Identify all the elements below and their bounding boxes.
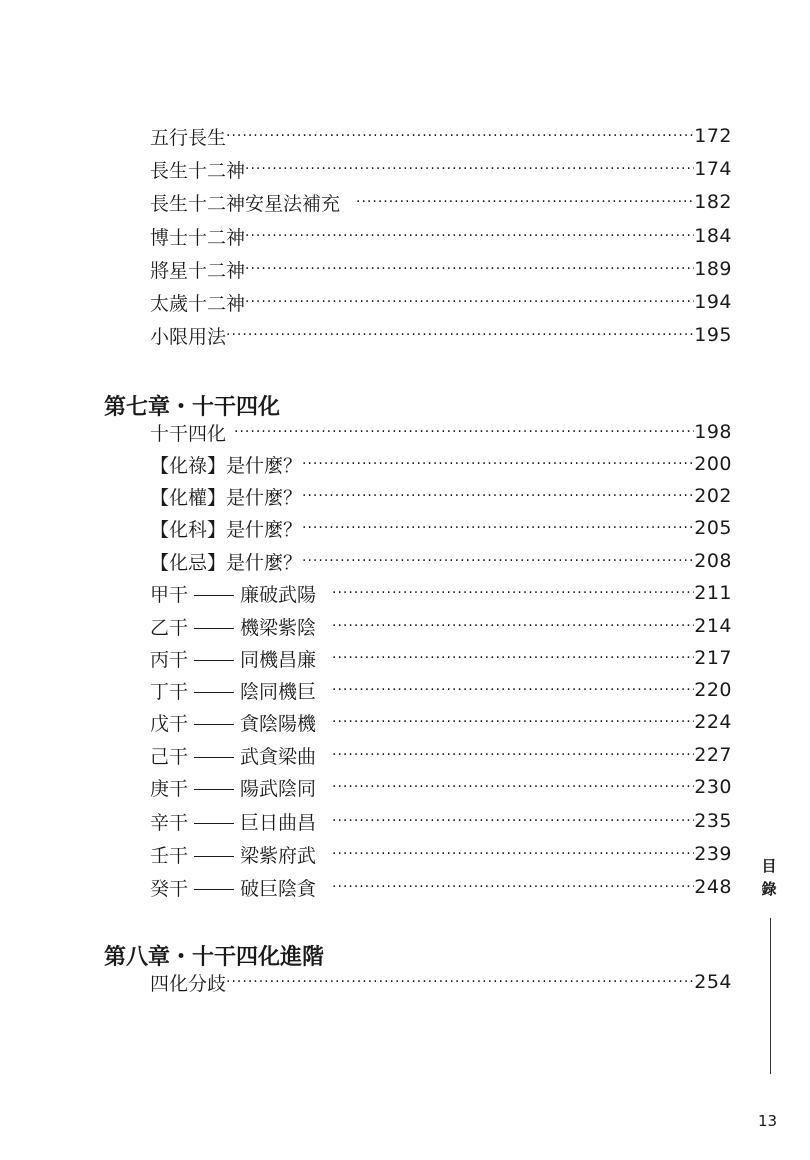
toc-entry[interactable] bbox=[150, 254, 732, 284]
toc-entry[interactable] bbox=[150, 806, 732, 836]
toc-entry-page: 174 bbox=[694, 158, 732, 180]
dot-leader bbox=[245, 221, 694, 251]
toc-entry-title: 小限用法 bbox=[150, 325, 227, 348]
toc-entry[interactable] bbox=[150, 320, 732, 350]
dot-leader bbox=[332, 872, 694, 902]
stars-label: 陽武陰同 bbox=[240, 777, 317, 800]
dot-leader bbox=[302, 481, 694, 511]
toc-entry-page: 195 bbox=[694, 324, 732, 346]
toc-entry-title: 【化權】是什麼？ bbox=[150, 486, 303, 509]
em-dash bbox=[194, 889, 234, 890]
margin-rule bbox=[770, 918, 771, 1074]
toc-entry-title bbox=[150, 874, 316, 901]
toc-entry-page: 184 bbox=[694, 225, 732, 247]
toc-entry-title bbox=[150, 841, 316, 868]
stars-label: 廉破武陽 bbox=[240, 583, 317, 606]
toc-entry-title: 將星十二神 bbox=[150, 259, 246, 282]
toc-entry[interactable] bbox=[150, 154, 732, 184]
stars-label: 機梁紫陰 bbox=[240, 616, 317, 639]
toc-entry[interactable] bbox=[150, 513, 732, 543]
toc-entry-title bbox=[150, 808, 316, 835]
em-dash bbox=[194, 692, 234, 693]
toc-entry-page: 189 bbox=[694, 258, 732, 280]
dot-leader bbox=[332, 839, 694, 869]
stars-label: 巨日曲昌 bbox=[240, 811, 317, 834]
stem-label: 壬干 bbox=[150, 844, 189, 867]
dot-leader bbox=[332, 611, 694, 641]
em-dash bbox=[194, 660, 234, 661]
dot-leader bbox=[332, 643, 694, 673]
stem-label: 甲干 bbox=[150, 583, 189, 606]
toc-entry-title: 四化分歧 bbox=[150, 972, 227, 995]
stars-label: 破巨陰貪 bbox=[240, 877, 317, 900]
dot-leader bbox=[302, 449, 694, 479]
stem-label: 庚干 bbox=[150, 777, 189, 800]
dot-leader bbox=[226, 320, 694, 350]
em-dash bbox=[194, 856, 234, 857]
dot-leader bbox=[332, 578, 694, 608]
toc-entry[interactable] bbox=[150, 707, 732, 737]
section-tab-char: 錄 bbox=[761, 880, 777, 898]
toc-entry[interactable] bbox=[150, 967, 732, 997]
em-dash bbox=[194, 757, 234, 758]
toc-entry[interactable] bbox=[150, 546, 732, 576]
section-tab-label bbox=[761, 855, 777, 901]
stars-label: 武貪梁曲 bbox=[240, 745, 317, 768]
toc-entry-page: 227 bbox=[694, 744, 732, 766]
dot-leader bbox=[226, 967, 694, 997]
toc-entry-page: 194 bbox=[694, 291, 732, 313]
toc-entry-page: 205 bbox=[694, 517, 732, 539]
toc-entry-page: 254 bbox=[694, 971, 732, 993]
toc-entry-page: 248 bbox=[694, 876, 732, 898]
toc-entry-page: 202 bbox=[694, 485, 732, 507]
em-dash bbox=[194, 628, 234, 629]
toc-entry-title bbox=[150, 613, 316, 640]
dot-leader bbox=[332, 772, 694, 802]
dot-leader bbox=[245, 254, 694, 284]
em-dash bbox=[194, 595, 234, 596]
toc-entry[interactable] bbox=[150, 417, 732, 447]
toc-entry-title bbox=[150, 774, 316, 801]
toc-entry-title: 【化忌】是什麼？ bbox=[150, 551, 303, 574]
dot-leader bbox=[332, 707, 694, 737]
dot-leader bbox=[302, 513, 694, 543]
toc-entry-page: 239 bbox=[694, 843, 732, 865]
dot-leader bbox=[332, 740, 694, 770]
toc-entry-title: 【化科】是什麼？ bbox=[150, 518, 303, 541]
toc-entry-page: 198 bbox=[694, 421, 732, 443]
toc-entry-page: 200 bbox=[694, 453, 732, 475]
page-number: 13 bbox=[758, 1112, 778, 1130]
toc-entry-title: 長生十二神 bbox=[150, 159, 246, 182]
toc-entry[interactable] bbox=[150, 221, 732, 251]
dot-leader bbox=[302, 546, 694, 576]
toc-entry-title: 太歲十二神 bbox=[150, 292, 246, 315]
stem-label: 癸干 bbox=[150, 877, 189, 900]
toc-entry[interactable] bbox=[150, 675, 732, 705]
dot-leader bbox=[332, 675, 694, 705]
stars-label: 同機昌廉 bbox=[240, 648, 317, 671]
toc-entry-title bbox=[150, 580, 316, 607]
stem-label: 乙干 bbox=[150, 616, 189, 639]
toc-entry-page: 230 bbox=[694, 776, 732, 798]
dot-leader bbox=[245, 287, 694, 317]
toc-entry-page: 208 bbox=[694, 550, 732, 572]
toc-entry-title: 長生十二神安星法補充 bbox=[150, 192, 341, 215]
toc-entry-page: 224 bbox=[694, 711, 732, 733]
toc-entry[interactable] bbox=[150, 872, 732, 902]
toc-entry-title bbox=[150, 677, 316, 704]
toc-entry-page: 172 bbox=[694, 125, 732, 147]
chapter-7-heading[interactable]: 第七章・十干四化 bbox=[104, 394, 281, 420]
toc-entry[interactable] bbox=[150, 481, 732, 511]
stem-label: 丙干 bbox=[150, 648, 189, 671]
toc-entry-page: 214 bbox=[694, 615, 732, 637]
toc-entry-page: 220 bbox=[694, 679, 732, 701]
toc-entry-title bbox=[150, 709, 316, 736]
toc-entry-title: 博士十二神 bbox=[150, 226, 246, 249]
em-dash bbox=[194, 789, 234, 790]
toc-entry-page: 182 bbox=[694, 191, 732, 213]
toc-entry[interactable] bbox=[150, 839, 732, 869]
toc-entry[interactable] bbox=[150, 287, 732, 317]
toc-entry[interactable] bbox=[150, 449, 732, 479]
dot-leader bbox=[234, 417, 694, 447]
toc-entry-page: 235 bbox=[694, 810, 732, 832]
toc-entry[interactable] bbox=[150, 740, 732, 770]
stem-label: 戊干 bbox=[150, 712, 189, 735]
toc-entry[interactable] bbox=[150, 187, 732, 217]
toc-entry[interactable] bbox=[150, 121, 732, 151]
toc-entry[interactable] bbox=[150, 772, 732, 802]
stars-label: 陰同機巨 bbox=[240, 680, 317, 703]
em-dash bbox=[194, 823, 234, 824]
toc-entry-title: 【化祿】是什麼？ bbox=[150, 454, 303, 477]
section-tab-char: 目 bbox=[761, 857, 777, 875]
stem-label: 己干 bbox=[150, 745, 189, 768]
stars-label: 貪陰陽機 bbox=[240, 712, 317, 735]
toc-entry-title: 五行長生 bbox=[150, 126, 227, 149]
dot-leader bbox=[356, 187, 694, 217]
dot-leader bbox=[245, 154, 694, 184]
dot-leader bbox=[226, 121, 694, 151]
toc-entry-title: 十干四化 bbox=[150, 422, 227, 445]
toc-entry[interactable] bbox=[150, 643, 732, 673]
chapter-8-heading[interactable]: 第八章・十干四化進階 bbox=[104, 944, 325, 970]
toc-entry[interactable] bbox=[150, 578, 732, 608]
stem-label: 辛干 bbox=[150, 811, 189, 834]
toc-entry-page: 211 bbox=[694, 582, 732, 604]
toc-entry-title bbox=[150, 645, 316, 672]
dot-leader bbox=[332, 806, 694, 836]
stars-label: 梁紫府武 bbox=[240, 844, 317, 867]
toc-entry[interactable] bbox=[150, 611, 732, 641]
stem-label: 丁干 bbox=[150, 680, 189, 703]
toc-entry-title bbox=[150, 742, 316, 769]
toc-entry-page: 217 bbox=[694, 647, 732, 669]
em-dash bbox=[194, 724, 234, 725]
